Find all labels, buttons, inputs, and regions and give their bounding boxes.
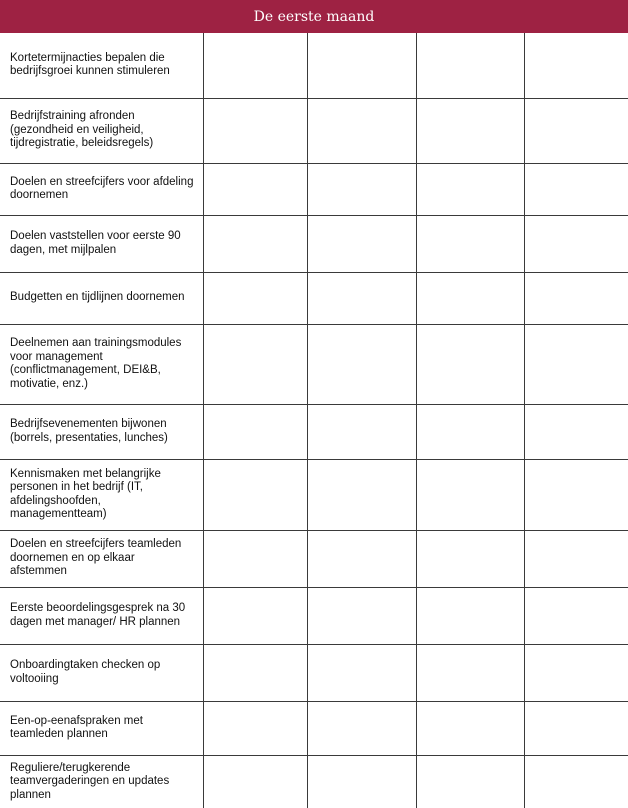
checklist-cell[interactable] [524, 755, 628, 808]
checklist-cell[interactable] [203, 163, 307, 215]
checklist-cell[interactable] [524, 644, 628, 701]
table-row [0, 33, 628, 98]
task-label: Doelen en streefcijfers teamleden doornemen en op elkaar afstemmen [0, 530, 203, 587]
checklist-cell[interactable] [416, 404, 524, 459]
task-label: Onboardingtaken checken op voltooiing [0, 644, 203, 701]
checklist-cell[interactable] [416, 324, 524, 404]
table-row [0, 404, 628, 459]
task-label: Bedrijfsevenementen bijwonen (borrels, presentaties, lunches) [0, 404, 203, 459]
checklist-cell[interactable] [416, 701, 524, 755]
checklist-cell[interactable] [203, 324, 307, 404]
table-row [0, 324, 628, 404]
checklist-cell[interactable] [416, 755, 524, 808]
checklist-cell[interactable] [416, 215, 524, 272]
table-row [0, 755, 628, 808]
checklist-cell[interactable] [524, 163, 628, 215]
checklist-cell[interactable] [203, 459, 307, 530]
checklist-cell[interactable] [416, 459, 524, 530]
task-label: Eerste beoordelingsgesprek na 30 dagen met manager/ HR plannen [0, 587, 203, 644]
task-label: Doelen en streefcijfers voor afdeling doornemen [0, 163, 203, 215]
checklist-cell[interactable] [203, 33, 307, 98]
task-label: Kortetermijnacties bepalen die bedrijfsgroei kunnen stimuleren [0, 33, 203, 98]
checklist-cell[interactable] [416, 33, 524, 98]
table-row [0, 701, 628, 755]
checklist-cell[interactable] [524, 272, 628, 324]
checklist-cell[interactable] [524, 215, 628, 272]
header-title: De eerste maand [253, 8, 375, 25]
checklist-cell[interactable] [307, 98, 416, 163]
table-row [0, 459, 628, 530]
checklist-cell[interactable] [203, 98, 307, 163]
checklist-cell[interactable] [307, 755, 416, 808]
checklist-cell[interactable] [307, 530, 416, 587]
header-bar [0, 0, 628, 33]
task-label: Budgetten en tijdlijnen doornemen [0, 272, 203, 324]
checklist-cell[interactable] [524, 701, 628, 755]
checklist-cell[interactable] [307, 324, 416, 404]
checklist-cell[interactable] [416, 98, 524, 163]
checklist-cell[interactable] [307, 163, 416, 215]
checklist-cell[interactable] [203, 644, 307, 701]
table-row [0, 98, 628, 163]
table-row [0, 163, 628, 215]
checklist-cell[interactable] [524, 324, 628, 404]
checklist-cell[interactable] [524, 404, 628, 459]
table-row [0, 272, 628, 324]
task-label: Een-op-eenafspraken met teamleden plannen [0, 701, 203, 755]
checklist-cell[interactable] [524, 530, 628, 587]
checklist-cell[interactable] [203, 215, 307, 272]
checklist-cell[interactable] [307, 404, 416, 459]
checklist-cell[interactable] [203, 587, 307, 644]
task-label: Doelen vaststellen voor eerste 90 dagen, met mijlpalen [0, 215, 203, 272]
checklist-cell[interactable] [416, 587, 524, 644]
task-label: Reguliere/terugkerende teamvergaderingen en updates plannen [0, 755, 203, 808]
checklist-cell[interactable] [416, 163, 524, 215]
checklist-cell[interactable] [416, 644, 524, 701]
checklist-cell[interactable] [203, 272, 307, 324]
checklist-cell[interactable] [203, 701, 307, 755]
checklist-cell[interactable] [203, 755, 307, 808]
task-label: Kennismaken met belangrijke personen in het bedrijf (IT, afdelingshoofden, managementteam) [0, 459, 203, 530]
checklist-cell[interactable] [524, 33, 628, 98]
checklist-cell[interactable] [307, 587, 416, 644]
table-row [0, 587, 628, 644]
checklist-cell[interactable] [307, 215, 416, 272]
table-row [0, 644, 628, 701]
task-label: Deelnemen aan trainingsmodules voor management (conflictmanagement, DEI&B, motivatie, enz.) [0, 324, 203, 404]
checklist-cell[interactable] [203, 404, 307, 459]
checklist-cell[interactable] [416, 272, 524, 324]
checklist-cell[interactable] [307, 459, 416, 530]
checklist-cell[interactable] [416, 530, 524, 587]
checklist-cell[interactable] [307, 272, 416, 324]
checklist-cell[interactable] [524, 459, 628, 530]
table-row [0, 530, 628, 587]
checklist-cell[interactable] [307, 33, 416, 98]
checklist-cell[interactable] [307, 644, 416, 701]
checklist-cell[interactable] [307, 701, 416, 755]
table-row [0, 215, 628, 272]
task-table [0, 33, 628, 808]
checklist-cell[interactable] [524, 98, 628, 163]
checklist-cell[interactable] [524, 587, 628, 644]
task-label: Bedrijfstraining afronden (gezondheid en veiligheid, tijdregistratie, beleidsregels) [0, 98, 203, 163]
checklist-cell[interactable] [203, 530, 307, 587]
